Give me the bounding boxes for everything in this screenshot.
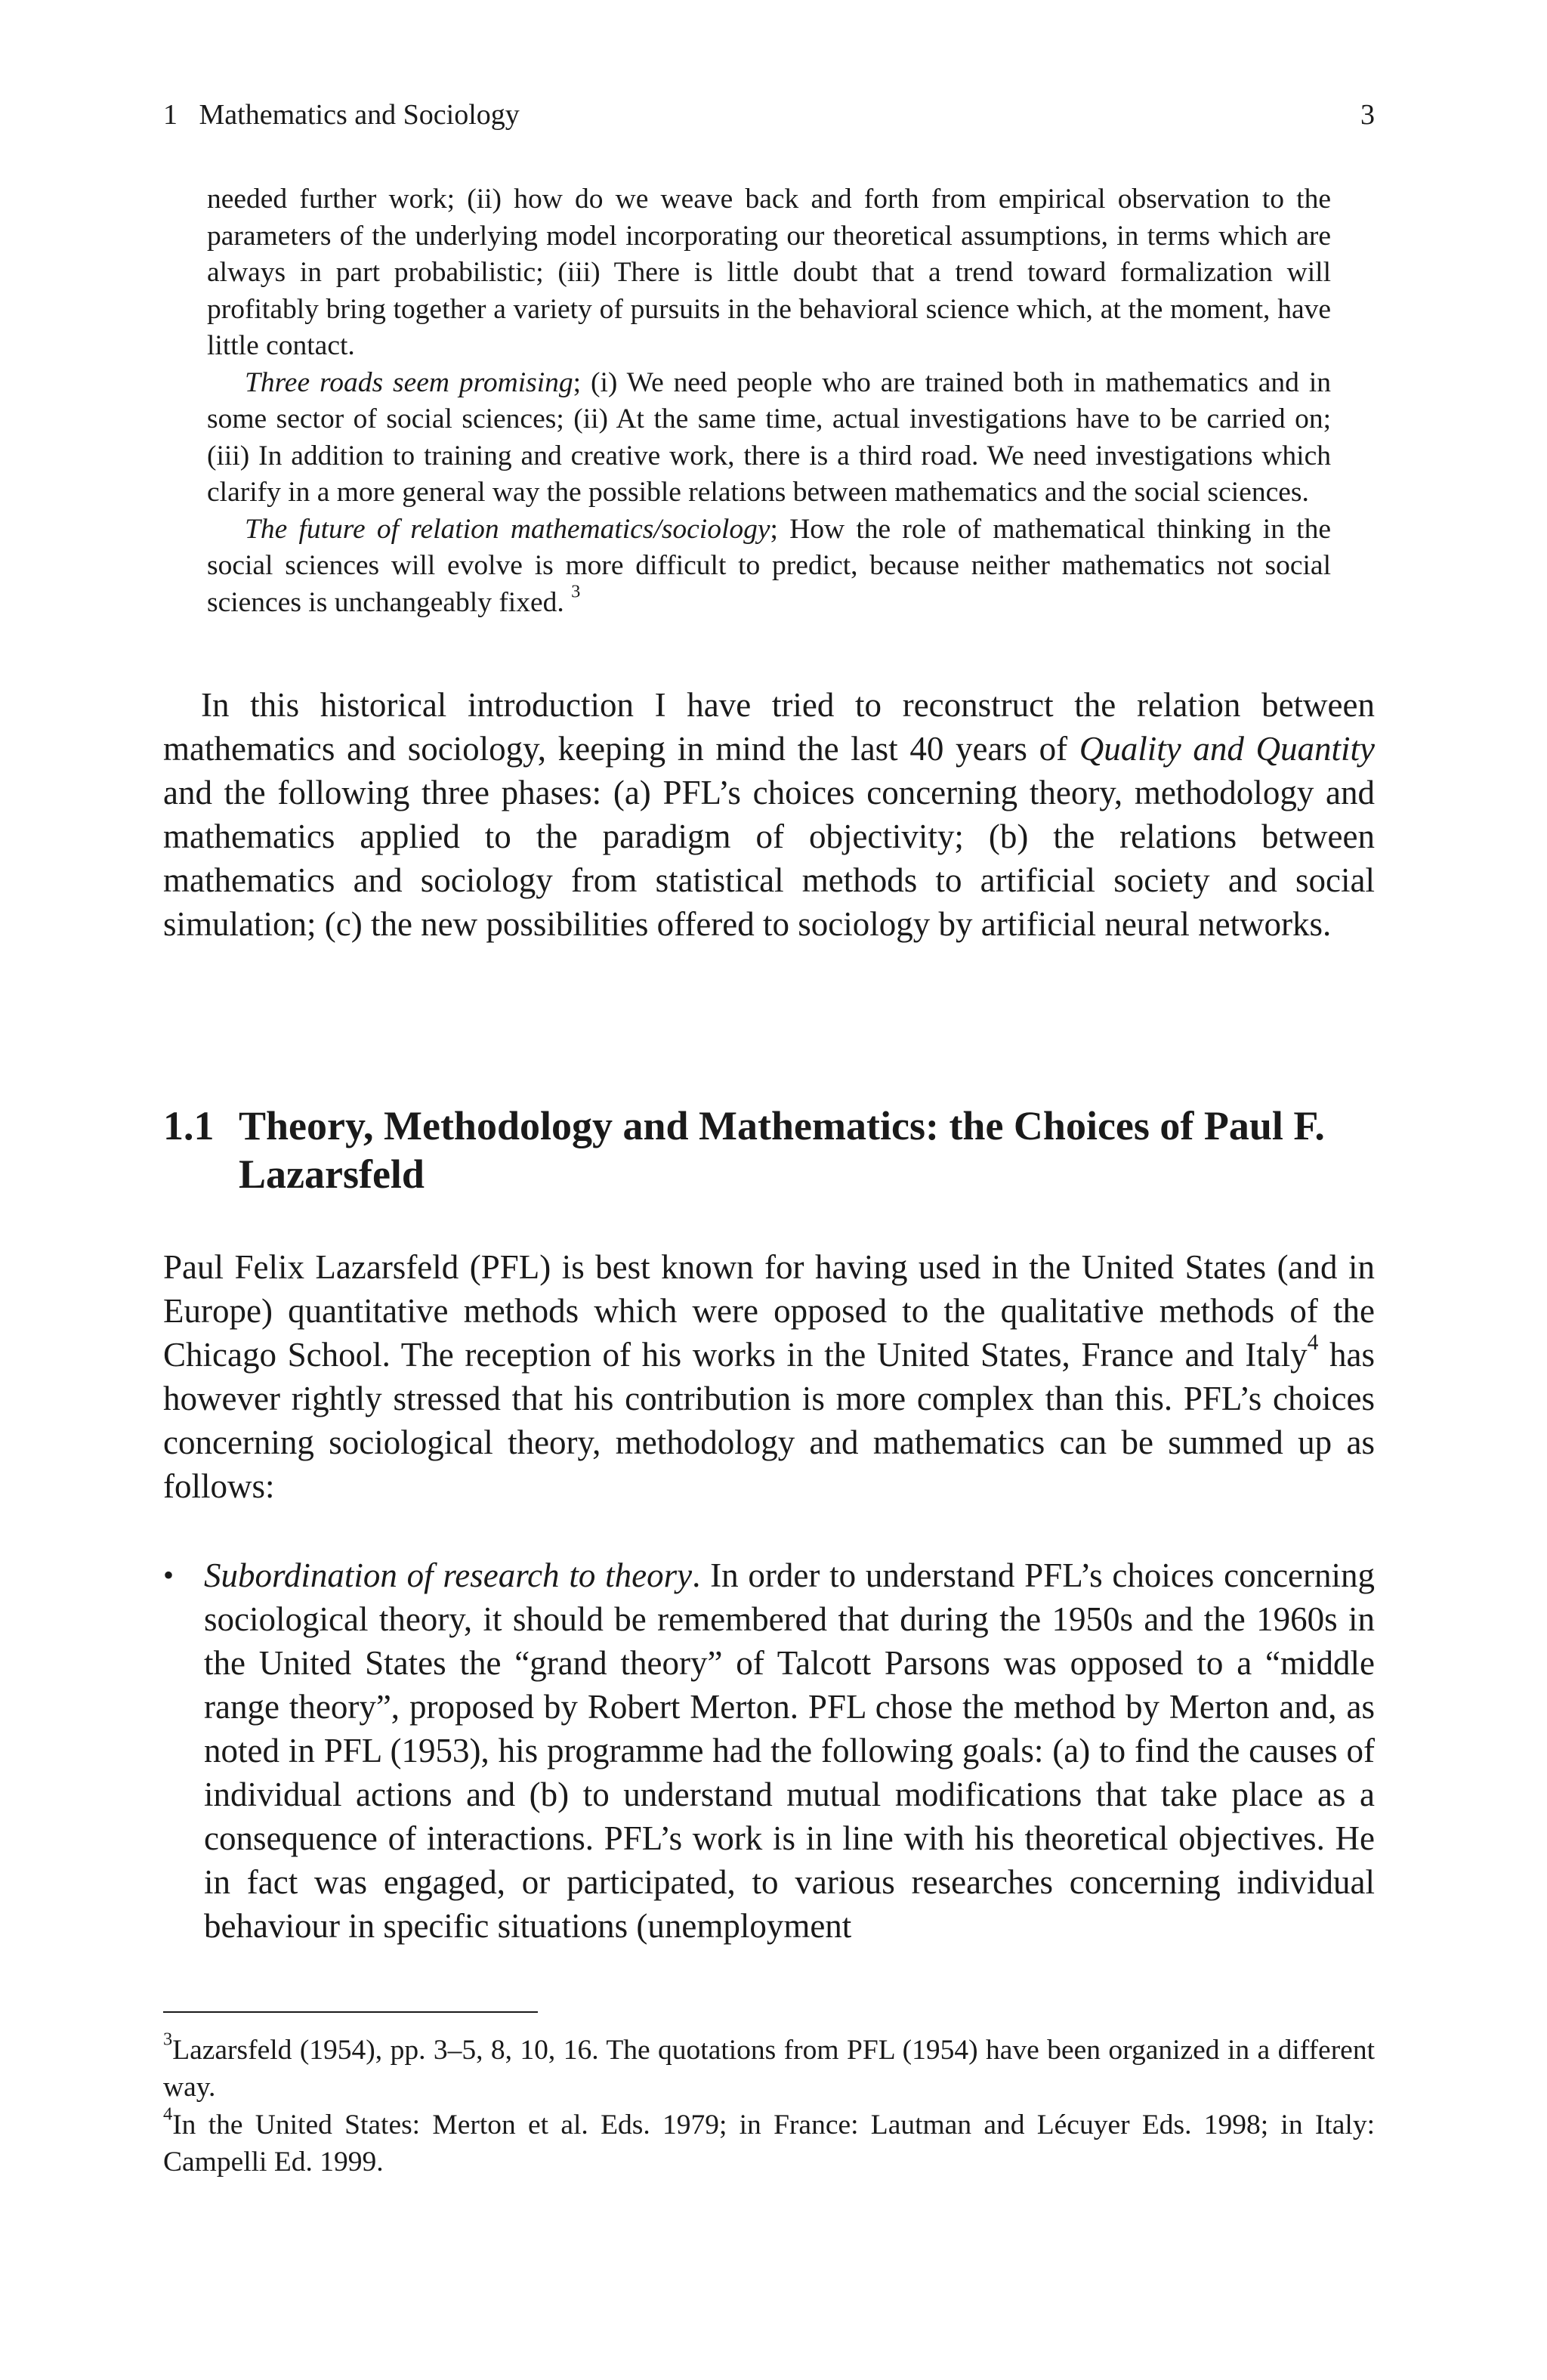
quote-paragraph-3-lead: The future of relation mathematics/sociology: [245, 513, 770, 545]
section-heading: [163, 1102, 1379, 1198]
footnote-text: Lazarsfeld (1954), pp. 3–5, 8, 10, 16. The quotations from PFL (1954) have been organized in a different way.: [163, 2035, 1375, 2103]
page-number: 3: [1360, 99, 1375, 131]
body-paragraph-text-2: has however rightly stressed that his contribution is more complex than this. PFL’s choices concerning sociological theory, methodology and mathematics can be summed up as follows:: [163, 1336, 1375, 1505]
intro-paragraph: [163, 683, 1375, 946]
footnote-3: [163, 2029, 1375, 2106]
bullet-marker: •: [163, 1558, 174, 1592]
footnote-number: 3: [163, 2029, 173, 2050]
footnotes: [163, 2029, 1375, 2182]
quote-paragraph-2-text: ; (i) We need people who are trained both in mathematics and in some sector of social sciences; (ii) At the same time, actual investigations have to be carried on; (iii) In addition to training and creative work, there is a third road. We need investigations which clarify in a more general way the possible relations between mathematics and the social sciences.: [207, 366, 1331, 508]
bullet-lead: Subordination of research to theory: [204, 1556, 693, 1594]
intro-text-2: and the following three phases: (a) PFL’s choices concerning theory, methodology and mathematics applied to the paradigm of objectivity; (b) the relations between mathematics and sociology from statistical methods to artificial society and social simulation; (c) the new possibilities offered to sociology by artificial neural networks.: [163, 774, 1375, 943]
footnote-ref-4[interactable]: 4: [1307, 1331, 1319, 1355]
footnote-divider: [163, 2011, 538, 2013]
quote-paragraph-3: [207, 512, 1331, 622]
footnote-number: 4: [163, 2103, 173, 2125]
quote-paragraph-3-text: ; How the role of mathematical thinking in the social sciences will evolve is more difficult to predict, because neither mathematics not social sciences is unchangeably fixed.: [207, 513, 1331, 618]
running-head: [163, 97, 1375, 133]
section-title: Theory, Methodology and Mathematics: the Choices of Paul F. Lazarsfeld: [239, 1103, 1325, 1197]
footnote-text: In the United States: Merton et al. Eds. 1979; in France: Lautman and Lécuyer Eds. 1998; in Italy: Campelli Ed. 1999.: [163, 2110, 1375, 2178]
bullet-item: [163, 1553, 1375, 1948]
block-quote: [207, 181, 1331, 621]
quote-paragraph-2-lead: Three roads seem promising: [245, 366, 573, 398]
body-paragraph: [163, 1245, 1375, 1508]
body-paragraph-text-1: Paul Felix Lazarsfeld (PFL) is best known for having used in the United States (and in Europe) quantitative methods which were opposed to the qualitative methods of the Chicago School. The reception of his works in the United States, France and Italy: [163, 1248, 1375, 1374]
chapter-number: 1: [163, 99, 178, 131]
bullet-text: [204, 1553, 1375, 1948]
footnote-ref-3[interactable]: 3: [571, 581, 581, 602]
chapter-title: Mathematics and Sociology: [199, 99, 520, 131]
bullet-body: . In order to understand PFL’s choices concerning sociological theory, it should be remembered that during the 1950s and the 1960s in the United States the “grand theory” of Talcott Parsons was opposed to a “middle range theory”, proposed by Robert Merton. PFL chose the method by Merton and, as noted in PFL (1953), his programme had the following goals: (a) to find the causes of individual actions and (b) to understand mutual modifications that take place as a consequence of interactions. PFL’s work is in line with his theoretical objectives. He in fact was engaged, or participated, to various researches concerning individual behaviour in specific situations (unemployment: [204, 1556, 1375, 1945]
quote-paragraph-2: [207, 365, 1331, 512]
chapter-heading: [163, 97, 520, 133]
section-number: 1.1: [163, 1103, 215, 1148]
footnote-4: [163, 2103, 1375, 2181]
quote-paragraph-1: needed further work; (ii) how do we weave back and forth from empirical observation to the parameters of the underlying model incorporating our theoretical assumptions, in terms which are always in part probabilistic; (iii) There is little doubt that a trend toward formalization will profitably bring together a variety of pursuits in the behavioral science which, at the moment, have little contact.: [207, 184, 1331, 361]
intro-text-1: In this historical introduction I have tried to reconstruct the relation between mathematics and sociology, keeping in mind the last 40 years of: [163, 686, 1375, 768]
journal-title: Quality and Quantity: [1079, 730, 1375, 768]
